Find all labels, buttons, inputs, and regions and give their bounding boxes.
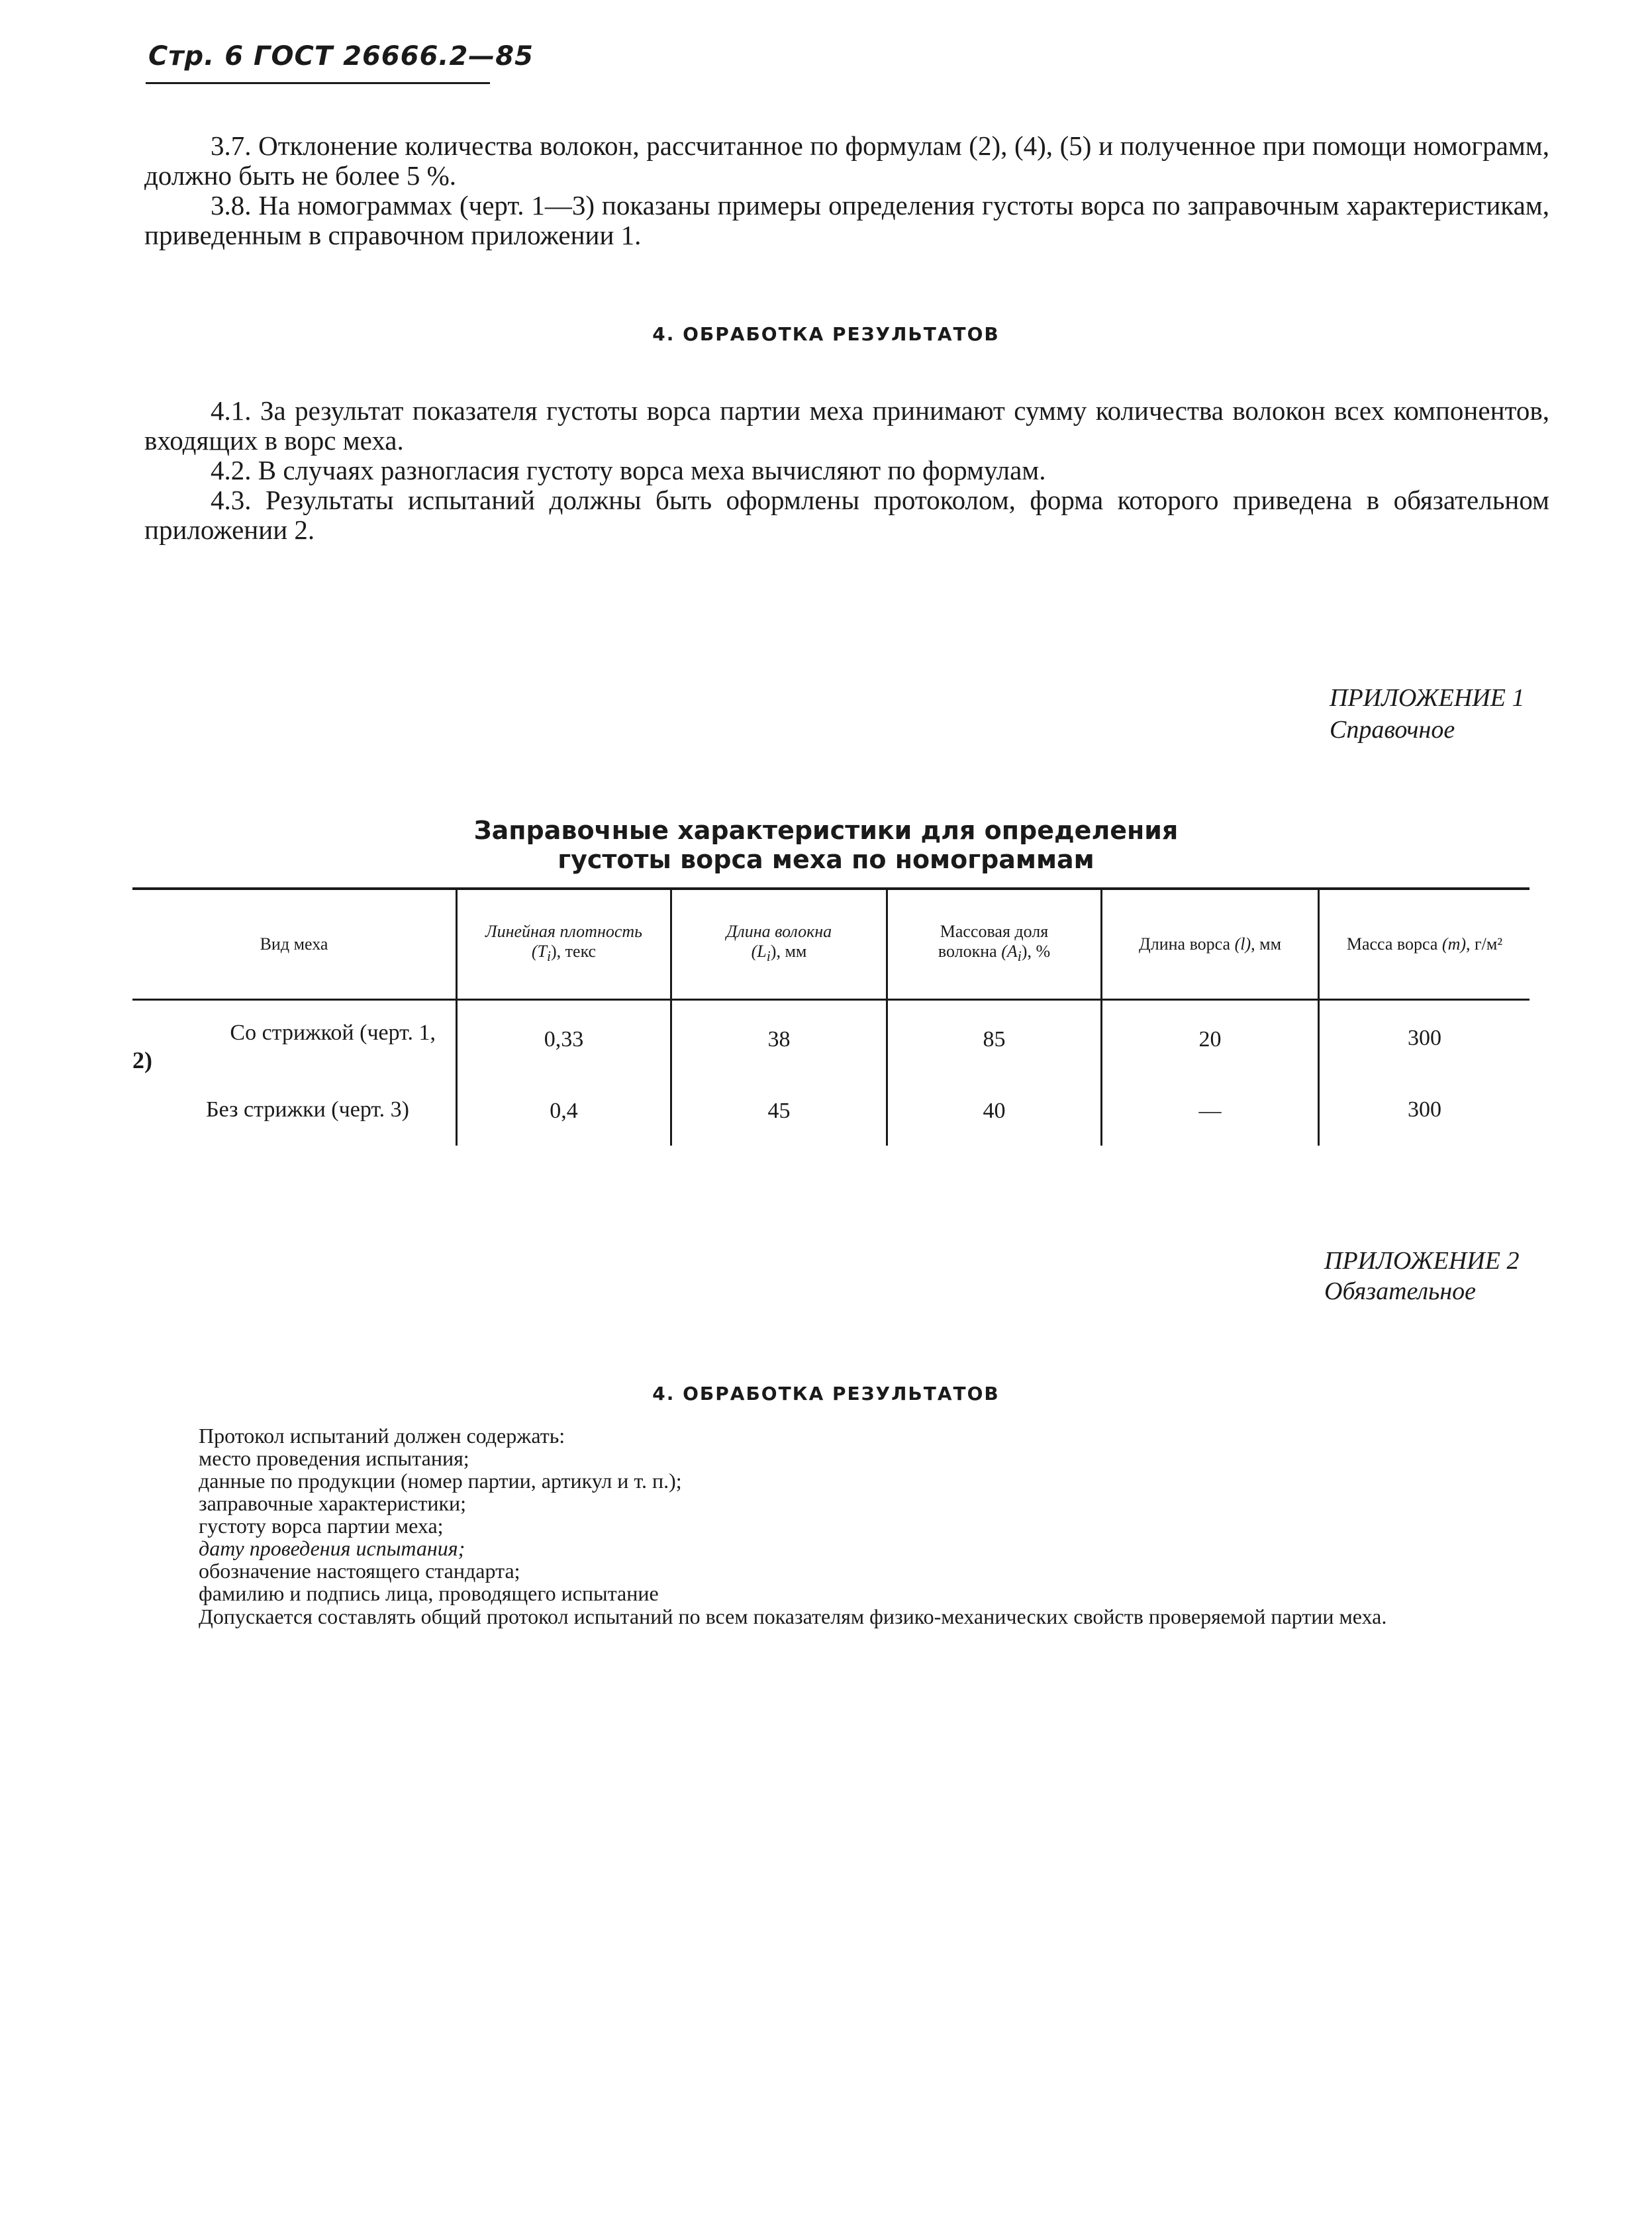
table-header-mass-share-line2: волокна $(A_i)$, %	[938, 942, 1051, 965]
protocol-item: заправочные характеристики;	[199, 1491, 467, 1515]
paragraph-4-3-text: 4.3. Результаты испытаний должны быть оформлены протоколом, форма которого приведена в обязательном приложении 2.	[144, 485, 1549, 545]
appendix-2-type: Обязательное	[1324, 1277, 1477, 1305]
table-cell-pile-length: 20	[1198, 1027, 1222, 1052]
protocol-item: фамилию и подпись лица, проводящего испытание	[199, 1581, 659, 1605]
table-header-type-text: Вид меха	[260, 934, 328, 954]
protocol-item: дату проведения испытания;	[199, 1536, 465, 1560]
section-4-heading: 4. ОБРАБОТКА РЕЗУЛЬТАТОВ	[652, 323, 1000, 345]
table-cell-pile-mass: 300	[1408, 1026, 1441, 1050]
paragraph-4-1-text: 4.1. За результат показателя густоты ворса партии меха принимают сумму количества волокон всех компонентов, входящих в ворс меха.	[144, 395, 1549, 456]
table-header-density-line1: Линейная плотность	[485, 922, 642, 942]
appendix-2-heading: 4. ОБРАБОТКА РЕЗУЛЬТАТОВ	[652, 1383, 1000, 1405]
paragraph-3-8	[144, 191, 1549, 250]
paragraph-4-2	[144, 456, 1549, 485]
paragraph-3-7	[144, 131, 1549, 191]
page-header: Стр. 6 ГОСТ 26666.2—85	[148, 41, 534, 72]
table-header-fiber-length-line2: $(L_i)$, мм	[751, 942, 807, 965]
table-cell-density: 0,4	[550, 1099, 578, 1123]
paragraph-4-2-text: 4.2. В случаях разногласия густоту ворса меха вычисляют по формулам.	[211, 455, 1046, 485]
table-header-pile-length-text: Длина ворса (l), мм	[1138, 934, 1282, 954]
paragraph-3-8-text: 3.8. На номограммах (черт. 1—3) показаны примеры определения густоты ворса по заправочным характеристикам, приведенным в справочном приложении 1.	[144, 190, 1549, 250]
table-cell-mass-share: 40	[983, 1099, 1006, 1123]
table-cell-fiber-length: 38	[767, 1027, 791, 1052]
table-cell-fiber-length: 45	[767, 1099, 791, 1123]
table-header-rule	[132, 999, 1530, 1001]
table-cell-pile-length: —	[1198, 1099, 1222, 1123]
appendix-1-type: Справочное	[1330, 716, 1455, 744]
table-cell-density: 0,33	[544, 1027, 584, 1052]
protocol-closing-text: Допускается составлять общий протокол испытаний по всем показателям физико-механических свойств проверяемой партии меха.	[199, 1605, 1387, 1628]
table-header-mass-share-line1: Массовая доля	[940, 922, 1049, 942]
table-cell-type: Со стрижкой (черт. 1,	[230, 1020, 436, 1045]
table-header-density-line2: $(T_i)$, текс	[531, 942, 597, 965]
table-cell-type: Без стрижки (черт. 3)	[206, 1097, 409, 1122]
appendix-1-label: ПРИЛОЖЕНИЕ 1	[1330, 684, 1525, 712]
table-header-pile-mass-text: Масса ворса (m), г/м²	[1346, 934, 1503, 954]
paragraph-4-3	[144, 485, 1549, 545]
table-cell-type-cont: 2)	[132, 1047, 152, 1073]
table-header-type	[132, 890, 456, 999]
table-header-fiber-length	[672, 890, 886, 999]
table-header-mass-share	[888, 890, 1100, 999]
protocol-intro: Протокол испытаний должен содержать:	[199, 1424, 565, 1448]
protocol-item: данные по продукции (номер партии, артикул и т. п.);	[199, 1469, 682, 1493]
header-underline	[146, 82, 490, 84]
table-header-fiber-length-line1: Длина волокна	[726, 922, 832, 942]
protocol-closing	[130, 1605, 1536, 1628]
protocol-item: обозначение настоящего стандарта;	[199, 1559, 520, 1583]
appendix-2-label: ПРИЛОЖЕНИЕ 2	[1324, 1247, 1520, 1275]
table-header-pile-mass	[1320, 890, 1530, 999]
table-header-density	[458, 890, 670, 999]
protocol-item: место проведения испытания;	[199, 1446, 469, 1470]
table-row	[132, 1020, 456, 1079]
paragraph-3-7-text: 3.7. Отклонение количества волокон, рассчитанное по формулам (2), (4), (5) и полученное при помощи номограмм, должно быть не более 5 %.	[144, 130, 1549, 191]
table-cell-pile-mass: 300	[1408, 1097, 1441, 1122]
table-header-pile-length	[1102, 890, 1318, 999]
protocol-item: густоту ворса партии меха;	[199, 1514, 444, 1538]
table-title-line-1: Заправочные характеристики для определения	[473, 816, 1179, 845]
table-cell-mass-share: 85	[983, 1027, 1006, 1052]
paragraph-4-1	[144, 396, 1549, 456]
table-title-line-2: густоты ворса меха по номограммам	[558, 845, 1094, 874]
